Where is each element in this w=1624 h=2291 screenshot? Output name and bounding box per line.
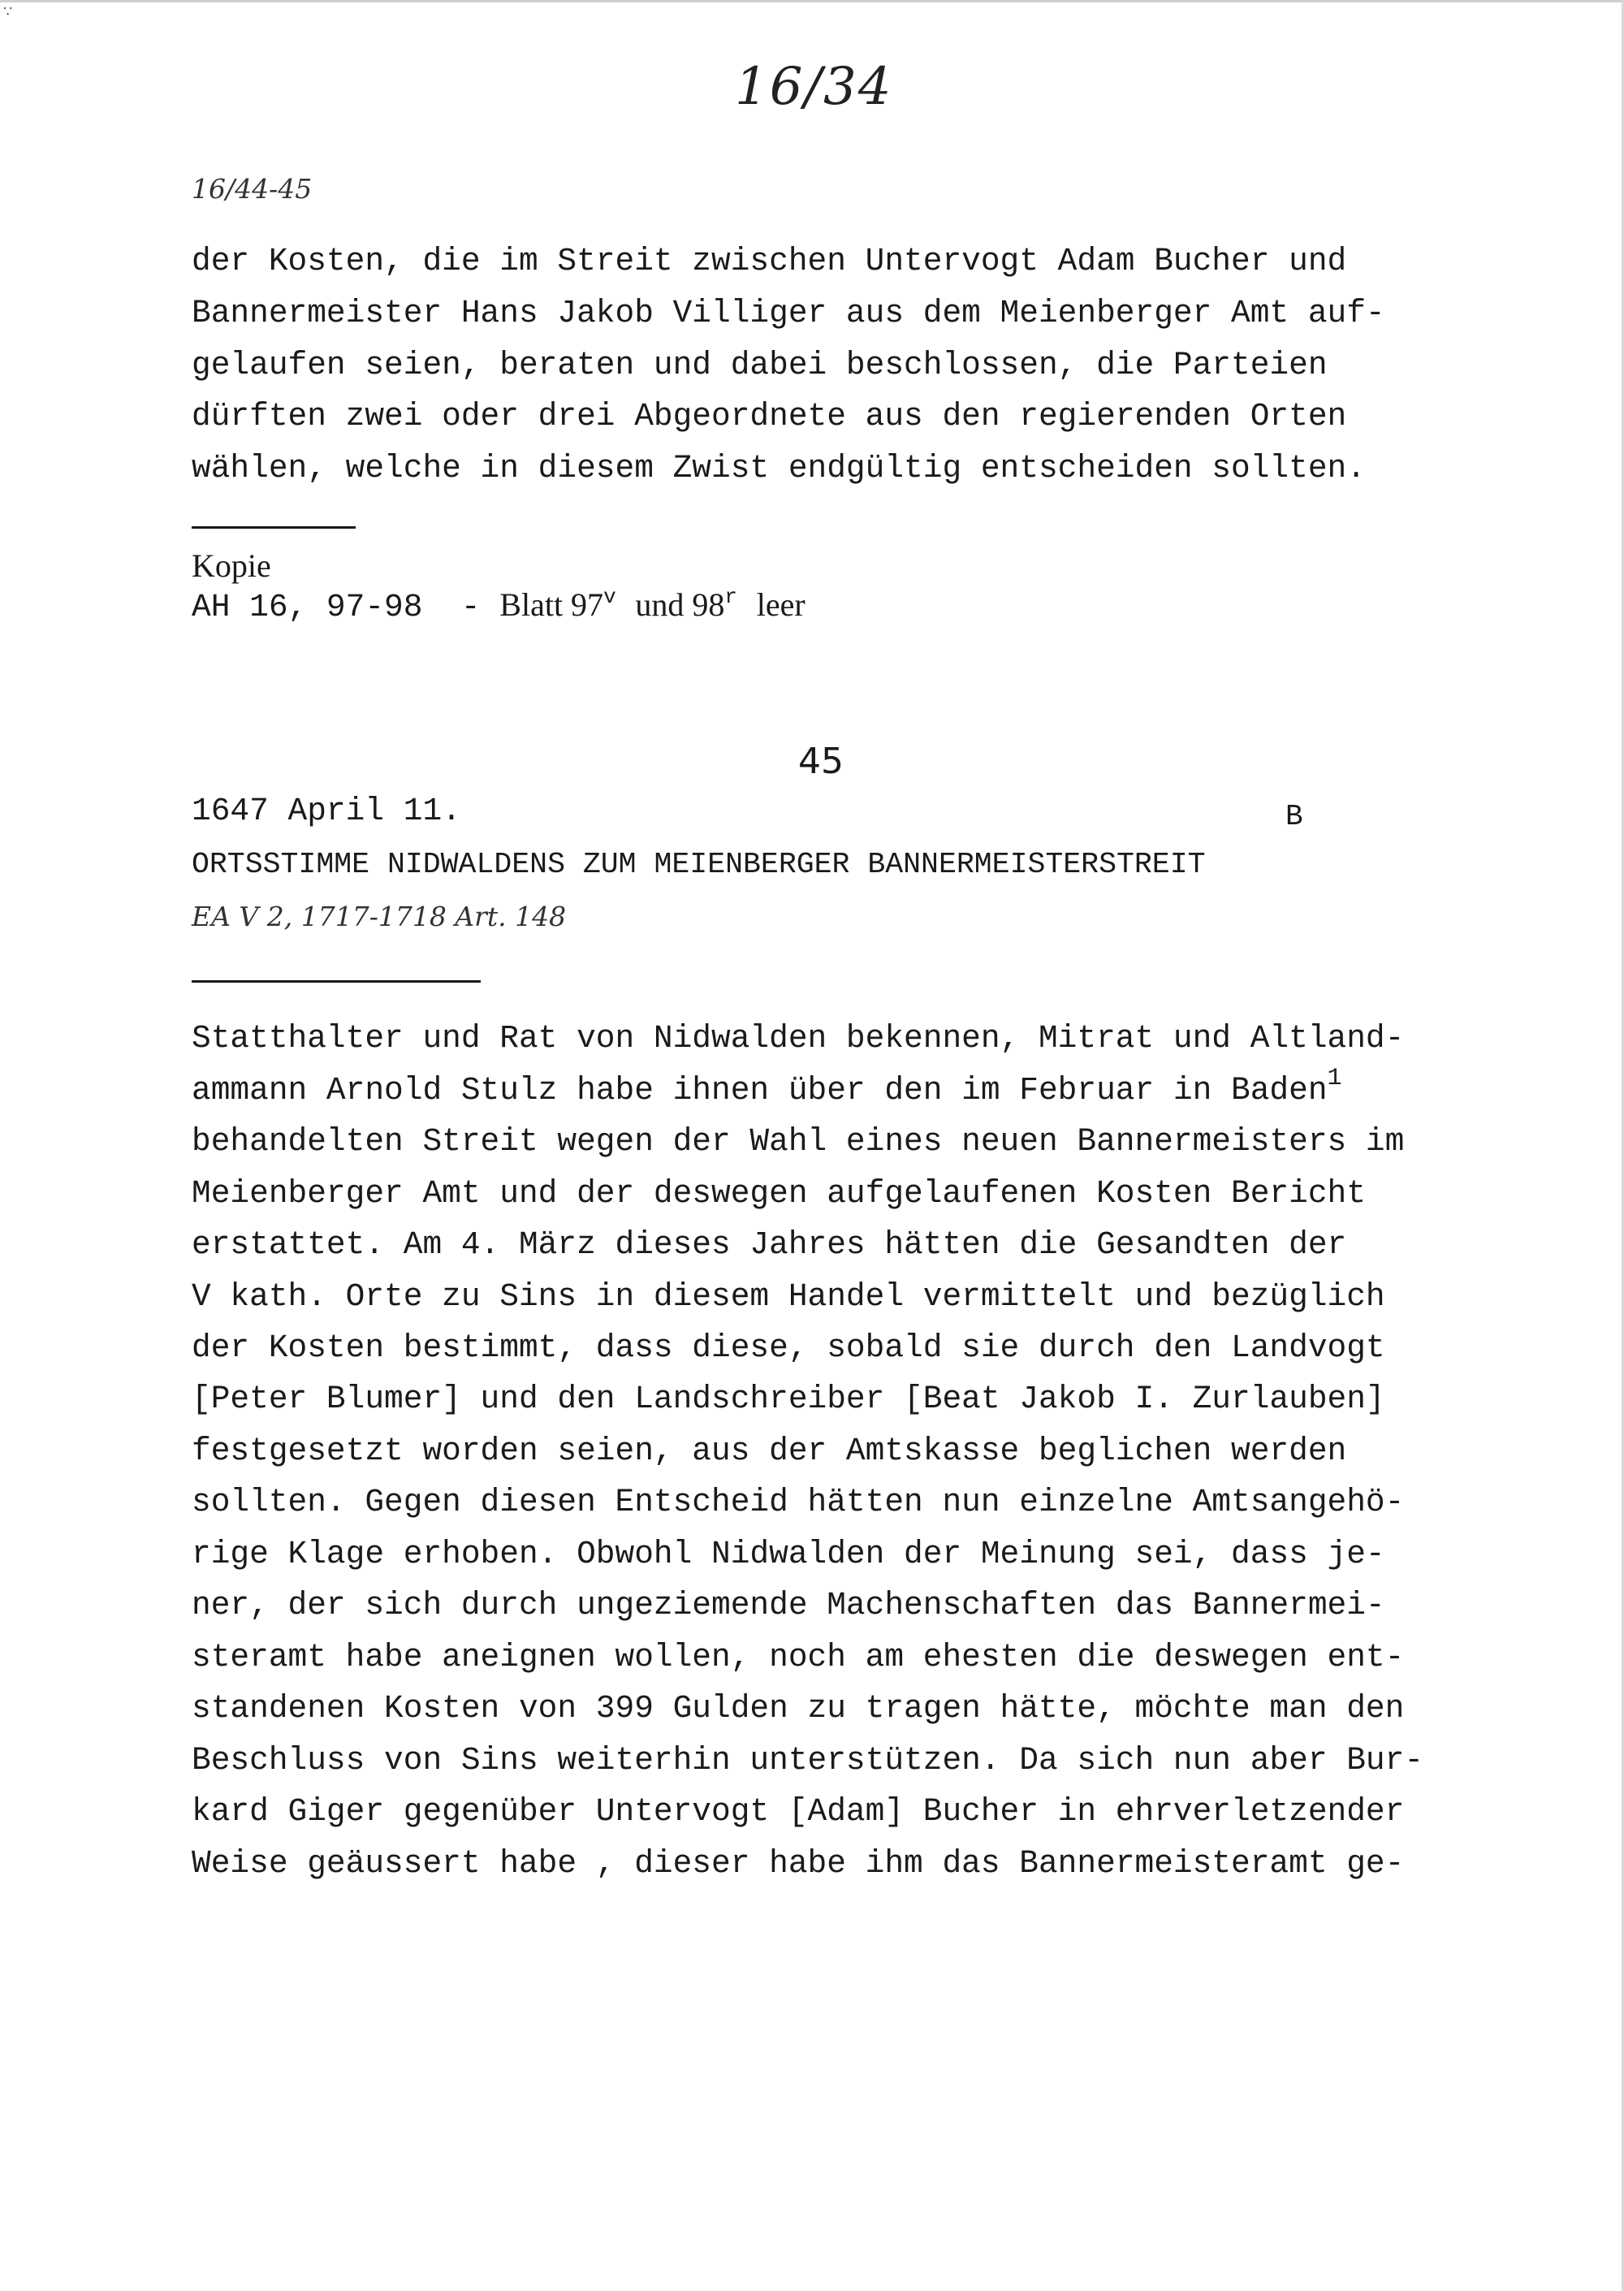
section-divider-rule	[192, 526, 356, 529]
source-label: Kopie	[192, 547, 271, 584]
body-line	[192, 1065, 1342, 1109]
recto-superscript: r	[724, 585, 737, 609]
document-number: 45	[798, 741, 844, 782]
body-line: rige Klage erhoben. Obwohl Nidwalden der Meinung sei, dass je-	[192, 1536, 1385, 1572]
body-line: V kath. Orte zu Sins in diesem Handel vermittelt und bezüglich	[192, 1278, 1385, 1315]
entry-citation: EA V 2, 1717-1718 Art. 148	[192, 901, 567, 932]
body-line: Beschluss von Sins weiterhin unterstützen. Da sich nun aber Bur-	[192, 1742, 1424, 1779]
previous-entry-line: dürften zwei oder drei Abgeordnete aus den regierenden Orten	[192, 398, 1347, 434]
body-line: standenen Kosten von 399 Gulden zu tragen hätte, möchte man den	[192, 1690, 1405, 1727]
source-und: und 98	[635, 586, 725, 623]
body-line: erstattet. Am 4. März dieses Jahres hätten die Gesandten der	[192, 1226, 1347, 1263]
source-leer: leer	[756, 586, 806, 623]
corner-mark: ∵	[3, 3, 13, 20]
verso-superscript: v	[603, 585, 616, 609]
body-line: sollten. Gegen diesen Entscheid hätten nun einzelne Amtsangehö-	[192, 1484, 1405, 1520]
previous-entry-reference: 16/44-45	[192, 173, 313, 205]
body-line: steramt habe aneignen wollen, noch am ehesten die deswegen ent-	[192, 1639, 1405, 1675]
page-edge	[0, 0, 1624, 2]
body-line: behandelten Streit wegen der Wahl eines neuen Bannermeisters im	[192, 1123, 1405, 1160]
body-line: der Kosten bestimmt, dass diese, sobald sie durch den Landvogt	[192, 1329, 1385, 1366]
previous-entry-line: wählen, welche in diesem Zwist endgültig entscheiden sollten.	[192, 450, 1366, 486]
section-divider-rule	[192, 980, 481, 983]
body-line: kard Giger gegenüber Untervogt [Adam] Bucher in ehrverletzender	[192, 1793, 1405, 1830]
body-line: Weise geäussert habe , dieser habe ihm das Bannermeisteramt ge-	[192, 1845, 1405, 1882]
entry-title: ORTSSTIMME NIDWALDENS ZUM MEIENBERGER BANNERMEISTERSTREIT	[192, 848, 1206, 881]
source-blatt: Blatt 97	[499, 586, 604, 623]
previous-entry-line: der Kosten, die im Streit zwischen Untervogt Adam Bucher und	[192, 243, 1347, 279]
body-line: Meienberger Amt und der deswegen aufgelaufenen Kosten Bericht	[192, 1175, 1366, 1212]
previous-entry-line: gelaufen seien, beraten und dabei beschlossen, die Parteien	[192, 347, 1328, 383]
classification-mark: B	[1285, 800, 1303, 833]
previous-entry-line: Bannermeister Hans Jakob Villiger aus dem Meienberger Amt auf-	[192, 295, 1385, 331]
handwritten-folio-number: 16/34	[735, 57, 893, 117]
body-line: ner, der sich durch ungeziemende Machenschaften das Bannermei-	[192, 1587, 1385, 1623]
entry-date: 1647 April 11.	[192, 793, 461, 829]
body-line: [Peter Blumer] und den Landschreiber [Beat Jakob I. Zurlauben]	[192, 1381, 1385, 1417]
footnote-marker: 1	[1327, 1065, 1342, 1092]
body-line: festgesetzt worden seien, aus der Amtskasse beglichen werden	[192, 1433, 1347, 1469]
source-reference-line	[192, 585, 806, 625]
source-archive-ref: AH 16, 97-98 -	[192, 589, 481, 625]
body-line-text: ammann Arnold Stulz habe ihnen über den im Februar in Baden	[192, 1072, 1328, 1109]
body-line: Statthalter und Rat von Nidwalden bekennen, Mitrat und Altland-	[192, 1020, 1405, 1057]
